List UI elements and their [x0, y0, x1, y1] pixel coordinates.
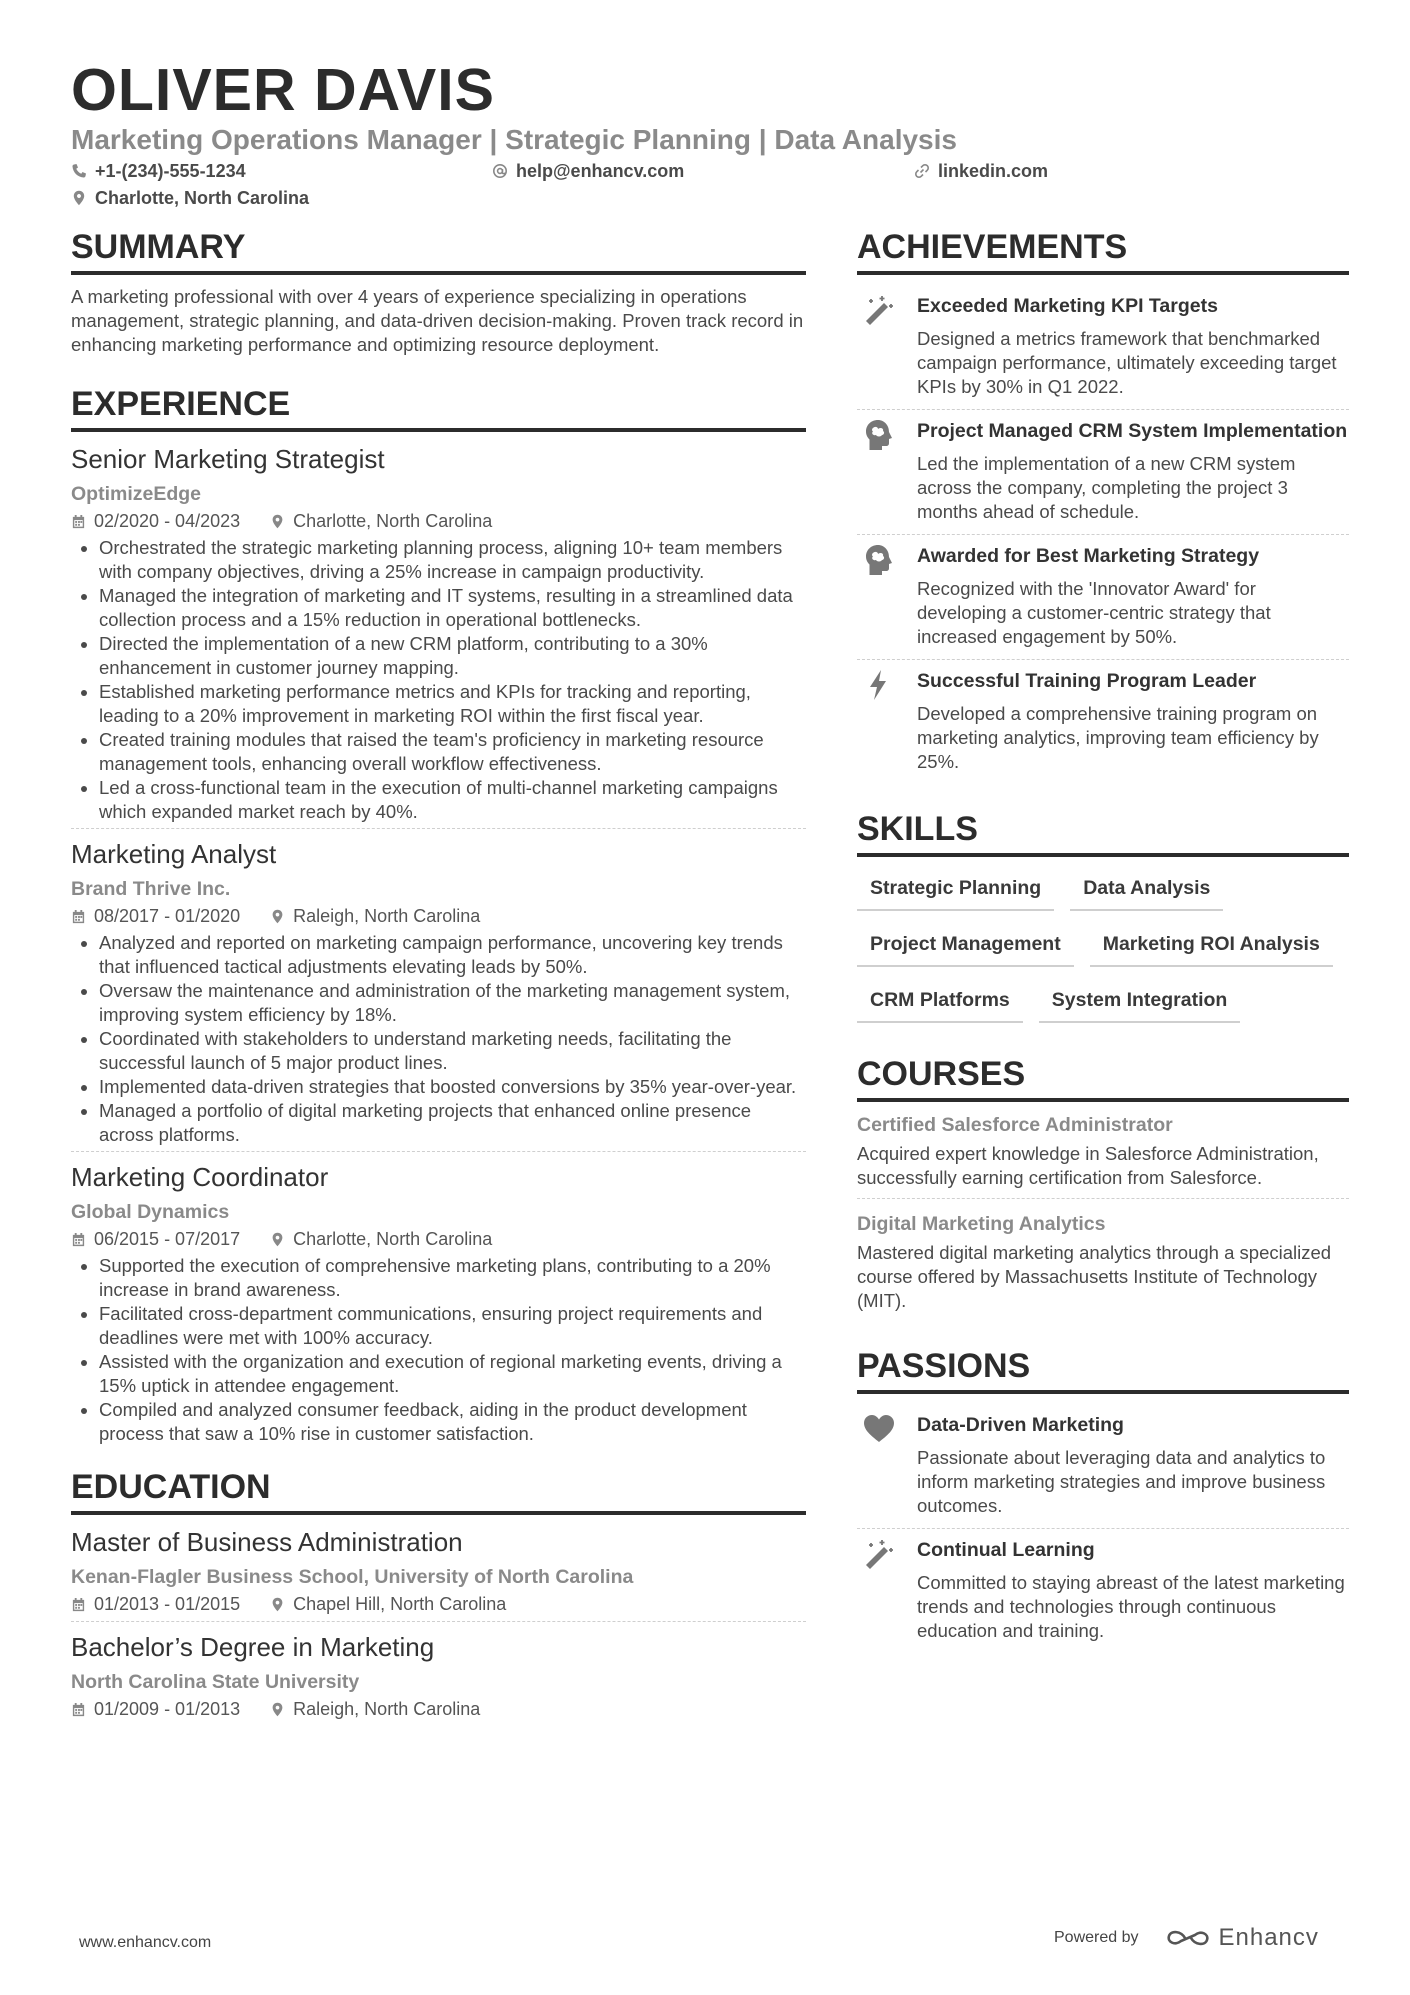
skill-tag: Data Analysis	[1070, 871, 1223, 911]
passion-title: Data-Driven Marketing	[917, 1414, 1124, 1436]
job-bullet: • Led a cross-functional team in the execution of multi-channel marketing campaigns which expanded market reach by 40%.	[99, 776, 806, 824]
job-role: Senior Marketing Strategist	[71, 444, 385, 474]
magic-wand-icon	[857, 293, 901, 399]
job-bullet: • Managed a portfolio of digital marketing projects that enhanced online presence across platforms.	[99, 1099, 806, 1147]
course-item	[857, 1112, 1349, 1199]
skill-tag: Project Management	[857, 927, 1074, 967]
job-bullet: • Analyzed and reported on marketing campaign performance, uncovering key trends that influenced tactical adjustments elevating leads by 50%.	[99, 931, 806, 979]
job-dates-text: 01/2013 - 01/2015	[94, 1594, 241, 1614]
passion-description: Passionate about leveraging data and analytics to inform marketing strategies and improve business outcomes.	[917, 1447, 1326, 1516]
skills-list	[857, 867, 1349, 1023]
job-role: Marketing Coordinator	[71, 1162, 329, 1192]
passion-item	[857, 1404, 1349, 1529]
job-location-text: Raleigh, North Carolina	[293, 1699, 481, 1719]
job-dates	[71, 903, 240, 929]
experience-section	[71, 383, 806, 1450]
achievements-heading: ACHIEVEMENTS	[857, 226, 1349, 275]
experience-item	[71, 837, 806, 1152]
degree-name: Bachelor’s Degree in Marketing	[71, 1632, 435, 1662]
achievement-body	[917, 293, 1349, 399]
skills-heading: SKILLS	[857, 808, 1349, 857]
job-meta	[71, 1696, 806, 1722]
school-name: Kenan-Flagler Business School, University of North Carolina	[71, 1566, 634, 1588]
map-pin-icon	[270, 514, 285, 529]
job-location-text: Chapel Hill, North Carolina	[293, 1594, 507, 1614]
job-dates-text: 01/2009 - 01/2013	[94, 1699, 241, 1719]
job-location-text: Charlotte, North Carolina	[293, 511, 493, 531]
summary-section	[71, 226, 806, 357]
job-dates	[71, 1696, 240, 1722]
job-bullet: • Facilitated cross-department communications, ensuring project requirements and deadlines were met with 100% accuracy.	[99, 1302, 806, 1350]
head-brain-icon	[857, 543, 901, 649]
job-bullet: • Implemented data-driven strategies that boosted conversions by 35% year-over-year.	[99, 1075, 806, 1099]
achievement-body	[917, 543, 1349, 649]
achievement-item	[857, 410, 1349, 535]
passions-list	[857, 1404, 1349, 1653]
summary-heading: SUMMARY	[71, 226, 806, 275]
experience-list	[71, 442, 806, 1450]
footer-website[interactable]: www.enhancv.com	[79, 1934, 212, 1951]
education-heading: EDUCATION	[71, 1466, 806, 1515]
job-bullets	[71, 931, 806, 1147]
job-bullet: • Directed the implementation of a new CRM platform, contributing to a 30% enhancement in customer journey mapping.	[99, 632, 806, 680]
job-bullet: • Compiled and analyzed consumer feedback, aiding in the product development process that saw a 10% rise in customer satisfaction.	[99, 1398, 806, 1446]
experience-item	[71, 442, 806, 829]
achievement-description: Developed a comprehensive training program on marketing analytics, improving team efficiency by 25%.	[917, 703, 1319, 772]
achievement-title: Awarded for Best Marketing Strategy	[917, 545, 1260, 567]
job-location-text: Raleigh, North Carolina	[293, 906, 481, 926]
job-meta	[71, 1591, 806, 1617]
contact-linkedin	[914, 160, 1048, 182]
degree-name: Master of Business Administration	[71, 1527, 463, 1557]
course-title: Digital Marketing Analytics	[857, 1213, 1106, 1235]
skills-section	[857, 808, 1349, 1023]
achievement-item	[857, 660, 1349, 784]
achievements-list	[857, 285, 1349, 784]
job-bullet: • Created training modules that raised the team's proficiency in marketing resource management tools, enhancing overall workflow effectiveness.	[99, 728, 806, 776]
job-dates	[71, 1226, 240, 1252]
enhancv-logo-icon	[1165, 1925, 1211, 1951]
achievement-description: Designed a metrics framework that benchmarked campaign performance, ultimately exceeding target KPIs by 30% in Q1 2022.	[917, 328, 1337, 397]
map-pin-icon	[270, 909, 285, 924]
job-location	[270, 1696, 480, 1722]
candidate-title: Marketing Operations Manager | Strategic Planning | Data Analysis	[71, 124, 957, 155]
map-pin-icon	[270, 1232, 285, 1247]
location-text: Charlotte, North Carolina	[95, 188, 310, 208]
achievement-body	[917, 418, 1349, 524]
achievement-description: Led the implementation of a new CRM system across the company, completing the project 3 months ahead of schedule.	[917, 453, 1296, 522]
email-address: help@enhancv.com	[516, 161, 685, 181]
job-bullet: • Managed the integration of marketing and IT systems, resulting in a streamlined data collection process and a 15% reduction in operational bottlenecks.	[99, 584, 806, 632]
courses-section	[857, 1053, 1349, 1321]
achievement-title: Successful Training Program Leader	[917, 670, 1257, 692]
achievement-item	[857, 535, 1349, 660]
job-location	[270, 903, 480, 929]
job-location	[270, 1226, 492, 1252]
map-pin-icon	[270, 1597, 285, 1612]
experience-heading: EXPERIENCE	[71, 383, 806, 432]
contact-location	[71, 187, 309, 209]
course-item	[857, 1211, 1349, 1321]
course-title: Certified Salesforce Administrator	[857, 1114, 1173, 1136]
powered-by-label: Powered by	[1054, 1929, 1139, 1946]
magic-wand-icon	[857, 1537, 901, 1643]
job-meta	[71, 1226, 806, 1252]
achievements-section	[857, 226, 1349, 784]
job-company: OptimizeEdge	[71, 483, 202, 505]
experience-item	[71, 1160, 806, 1450]
left-column	[71, 226, 806, 1734]
job-dates	[71, 1591, 240, 1617]
passion-body	[917, 1412, 1349, 1518]
job-location	[270, 508, 492, 534]
education-list	[71, 1525, 806, 1726]
job-meta	[71, 903, 806, 929]
phone-icon	[71, 163, 87, 179]
right-column	[857, 226, 1349, 1653]
candidate-name: OLIVER DAVIS	[71, 57, 495, 123]
calendar-icon	[71, 1702, 86, 1717]
skill-tag: Strategic Planning	[857, 871, 1054, 911]
skill-tag: System Integration	[1039, 983, 1241, 1023]
job-dates-text: 08/2017 - 01/2020	[94, 906, 241, 926]
courses-heading: COURSES	[857, 1053, 1349, 1102]
course-description: Acquired expert knowledge in Salesforce Administration, successfully earning certification from Salesforce.	[857, 1143, 1319, 1188]
calendar-icon	[71, 514, 86, 529]
job-location-text: Charlotte, North Carolina	[293, 1229, 493, 1249]
map-pin-icon	[270, 1702, 285, 1717]
job-bullet: • Assisted with the organization and execution of regional marketing events, driving a 15% uptick in attendee engagement.	[99, 1350, 806, 1398]
job-bullet: • Oversaw the maintenance and administration of the marketing management system, improving system efficiency by 18%.	[99, 979, 806, 1027]
contact-email	[492, 160, 684, 182]
contact-phone	[71, 160, 246, 182]
job-dates	[71, 508, 240, 534]
job-bullets	[71, 1254, 806, 1446]
skill-tag: Marketing ROI Analysis	[1090, 927, 1333, 967]
job-meta	[71, 508, 806, 534]
job-location	[270, 1591, 506, 1617]
brand-name: Enhancv	[1218, 1924, 1319, 1951]
passion-body	[917, 1537, 1349, 1643]
phone-number: +1-(234)-555-1234	[95, 161, 246, 181]
map-pin-icon	[71, 190, 87, 206]
achievement-item	[857, 285, 1349, 410]
achievement-description: Recognized with the 'Innovator Award' for developing a customer-centric strategy that increased engagement by 50%.	[917, 578, 1271, 647]
job-bullet: • Established marketing performance metrics and KPIs for tracking and reporting, leading to a 20% improvement in marketing ROI within the first fiscal year.	[99, 680, 806, 728]
education-item	[71, 1630, 806, 1726]
passion-description: Committed to staying abreast of the latest marketing trends and technologies through continuous education and training.	[917, 1572, 1345, 1641]
calendar-icon	[71, 909, 86, 924]
school-name: North Carolina State University	[71, 1671, 360, 1693]
job-role: Marketing Analyst	[71, 839, 277, 869]
job-dates-text: 06/2015 - 07/2017	[94, 1229, 241, 1249]
job-bullets	[71, 536, 806, 824]
achievement-title: Project Managed CRM System Implementation	[917, 420, 1348, 442]
skill-tag: CRM Platforms	[857, 983, 1023, 1023]
passion-item	[857, 1529, 1349, 1653]
job-bullet: • Supported the execution of comprehensive marketing plans, contributing to a 20% increase in brand awareness.	[99, 1254, 806, 1302]
course-description: Mastered digital marketing analytics through a specialized course offered by Massachusetts Institute of Technology (MIT).	[857, 1242, 1332, 1311]
job-bullet: • Orchestrated the strategic marketing planning process, aligning 10+ team members with company objectives, driving a 25% increase in campaign productivity.	[99, 536, 806, 584]
summary-text: A marketing professional with over 4 years of experience specializing in operations management, strategic planning, and data-driven decision-making. Proven track record in enhancing marketing performance and optimizing resource deployment.	[71, 286, 804, 355]
brand-logo	[1165, 1924, 1319, 1952]
calendar-icon	[71, 1597, 86, 1612]
achievement-body	[917, 668, 1349, 774]
link-icon	[914, 163, 930, 179]
education-item	[71, 1525, 806, 1622]
job-bullet: • Coordinated with stakeholders to understand marketing needs, facilitating the successful launch of 5 major product lines.	[99, 1027, 806, 1075]
head-brain-icon	[857, 418, 901, 524]
passions-heading: PASSIONS	[857, 1345, 1349, 1394]
courses-list	[857, 1112, 1349, 1321]
at-sign-icon	[492, 163, 508, 179]
education-section	[71, 1466, 806, 1726]
calendar-icon	[71, 1232, 86, 1247]
achievement-title: Exceeded Marketing KPI Targets	[917, 295, 1218, 317]
heart-icon	[857, 1412, 901, 1518]
passion-title: Continual Learning	[917, 1539, 1095, 1561]
job-company: Global Dynamics	[71, 1201, 230, 1223]
linkedin-url: linkedin.com	[938, 161, 1049, 181]
job-company: Brand Thrive Inc.	[71, 878, 231, 900]
job-dates-text: 02/2020 - 04/2023	[94, 511, 241, 531]
lightning-bolt-icon	[857, 668, 901, 774]
passions-section	[857, 1345, 1349, 1653]
footer-branding	[1054, 1924, 1319, 1952]
